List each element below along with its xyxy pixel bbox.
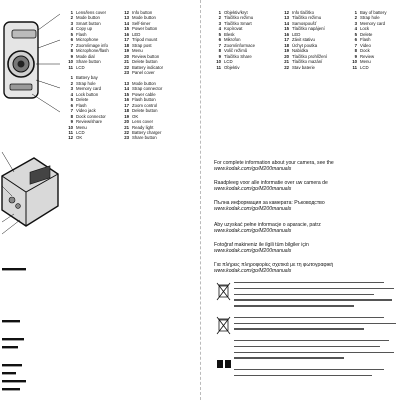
fine-print-line <box>234 340 389 341</box>
item-label: Battery charger <box>132 129 162 135</box>
item-label: Menu <box>76 124 87 130</box>
item-label: Dock connector <box>76 113 106 119</box>
item-label: Video jack <box>76 108 96 114</box>
info-text: Για πλήρεις πληροφορίες σχετικά με τη φωτογραφική <box>214 262 334 268</box>
item-number: 15 <box>284 26 289 32</box>
item-label: Battery indicator <box>132 64 164 70</box>
item-label: Info button <box>132 10 153 15</box>
item-number: 18 <box>124 108 129 114</box>
item-number: 3 <box>218 20 221 26</box>
item-label: Review/share <box>76 119 103 125</box>
item-number: 19 <box>124 48 129 54</box>
item-label: Mode button <box>76 15 100 21</box>
item-label: Share button <box>132 135 157 141</box>
camera-illustrations <box>0 0 64 400</box>
item-number: 8 <box>70 113 73 119</box>
item-label: Bay of battery <box>360 10 387 15</box>
item-label: Lock <box>360 26 370 32</box>
item-number: 13 <box>284 15 289 21</box>
item-number: 2 <box>70 15 73 21</box>
item-number: 16 <box>284 31 289 37</box>
item-number: 4 <box>218 26 221 32</box>
item-label: Tlačítko napájení <box>292 26 325 32</box>
item-label: Panel cover <box>132 69 155 75</box>
item-label: LCD <box>76 129 85 135</box>
item-label: Ready light <box>132 124 154 130</box>
item-label: Menu <box>360 59 371 65</box>
item-number: 17 <box>284 37 289 43</box>
item-label: Menu <box>132 48 143 54</box>
item-number: 11 <box>352 64 357 70</box>
item-label: Delete button <box>132 108 158 114</box>
item-number: 16 <box>124 97 129 103</box>
item-number: 4 <box>354 26 357 32</box>
item-label: Copy up <box>76 26 93 32</box>
item-number: 19 <box>284 48 289 54</box>
item-number: 9 <box>70 119 73 125</box>
item-number: 21 <box>284 59 289 65</box>
item-number: 8 <box>354 48 357 54</box>
item-label: Blesk <box>224 31 235 37</box>
list-item <box>64 135 110 140</box>
item-number: 23 <box>124 135 129 141</box>
item-number: 6 <box>218 37 221 43</box>
item-label: Delete <box>76 97 89 103</box>
item-number: 21 <box>124 59 129 65</box>
item-number: 15 <box>124 91 129 97</box>
fine-print-line <box>234 282 384 283</box>
info-url[interactable]: www.kodak.com/go/M200manuals <box>214 248 292 255</box>
item-label: Flash button <box>132 97 156 103</box>
item-number: 9 <box>70 53 73 59</box>
item-label: Battery bay <box>76 75 98 81</box>
info-text: For complete information about your camera, see the <box>214 160 334 166</box>
info-url[interactable]: www.kodak.com/go/M200manuals <box>214 166 292 173</box>
info-text: Пълна информация за камерата: Ръководство <box>214 200 325 206</box>
item-label: Mode dial <box>76 53 95 59</box>
item-label: Tlačítko prohlížení <box>292 53 328 59</box>
item-label: Lens cover <box>132 119 154 125</box>
fine-print-line <box>234 346 380 347</box>
list-item <box>280 65 338 70</box>
item-number: 5 <box>70 31 73 37</box>
item-label: Memory card <box>360 20 386 26</box>
info-paragraph-1 <box>214 160 400 172</box>
item-number: 4 <box>70 91 73 97</box>
item-number: 1 <box>70 10 73 15</box>
item-number: 22 <box>124 64 129 70</box>
camera-drawing <box>0 0 64 400</box>
item-number: 20 <box>284 53 289 59</box>
fine-print-line <box>234 375 372 376</box>
fine-print-line <box>234 357 344 358</box>
info-paragraph-6 <box>214 262 400 274</box>
item-label: Mode button <box>132 80 156 86</box>
weee-icon <box>217 283 230 300</box>
item-number: 10 <box>68 59 73 65</box>
item-label: LCD <box>76 64 85 70</box>
info-text: Raadpleeg voor alle informatie over uw camera de <box>214 180 328 186</box>
item-label: Delete button <box>132 59 158 65</box>
info-url[interactable]: www.kodak.com/go/M200manuals <box>214 206 292 213</box>
item-label: Lock button <box>76 91 99 97</box>
item-number: 7 <box>218 42 221 48</box>
list-item <box>120 135 166 140</box>
item-label: Flash <box>76 102 87 108</box>
item-label: Zoom/image info <box>76 42 109 48</box>
item-label: Microphone <box>76 37 99 43</box>
item-number: 12 <box>68 135 73 141</box>
weee-icon-2 <box>217 317 230 334</box>
item-number: 11 <box>68 64 73 70</box>
item-number: 5 <box>218 31 221 37</box>
item-number: 20 <box>124 119 129 125</box>
item-number: 2 <box>70 80 73 86</box>
item-label: Stav baterie <box>292 64 315 70</box>
item-number: 7 <box>354 42 357 48</box>
item-number: 20 <box>124 53 129 59</box>
item-number: 1 <box>218 10 221 15</box>
item-label: Tlačítko režimu <box>224 15 254 21</box>
item-label: Nabídka <box>292 48 309 54</box>
item-label: Objektiv <box>224 64 240 70</box>
item-number: 7 <box>70 108 73 114</box>
parts-list-e <box>348 10 400 70</box>
item-label: Strap connector <box>132 86 163 92</box>
item-label: Strap hole <box>360 15 380 21</box>
item-label: Mode button <box>132 15 156 21</box>
fine-print-line <box>234 299 392 300</box>
info-text: Aby uzyskać pełne informacje o aparacie, patrz <box>214 222 321 228</box>
item-number: 3 <box>70 86 73 92</box>
item-number: 9 <box>218 53 221 59</box>
fine-print-line <box>234 352 394 353</box>
fine-print-line <box>234 323 396 324</box>
item-number: 7 <box>70 42 73 48</box>
item-label: Flash <box>360 37 371 43</box>
item-label: Zoom/informace <box>224 42 256 48</box>
item-label: OK <box>132 113 139 119</box>
fine-print-line <box>234 328 364 329</box>
item-label: Tlačítko režimu <box>292 15 322 21</box>
info-paragraph-3 <box>214 200 400 212</box>
item-number: 10 <box>216 59 221 65</box>
item-number: 14 <box>124 86 129 92</box>
item-label: Zoom control <box>132 102 158 108</box>
info-paragraph-5 <box>214 242 400 254</box>
item-label: Self-timer <box>132 20 151 26</box>
item-label: Objektiv/kryt <box>224 10 248 15</box>
item-number: 9 <box>354 53 357 59</box>
item-number: 14 <box>124 20 129 26</box>
item-number: 13 <box>124 15 129 21</box>
item-label: Dock <box>360 48 370 54</box>
item-label: Kopírovat <box>224 26 243 32</box>
info-paragraph-2 <box>214 180 400 192</box>
item-label: Share button <box>76 59 101 65</box>
item-number: 11 <box>216 64 221 70</box>
item-label: Tlačítko Share <box>224 53 252 59</box>
info-url[interactable]: www.kodak.com/go/M200manuals <box>214 228 292 235</box>
item-label: Review button <box>132 53 160 59</box>
item-number: 13 <box>124 80 129 86</box>
fine-print-line <box>234 294 374 295</box>
item-label: Flash <box>76 31 87 37</box>
item-number: 5 <box>354 31 357 37</box>
item-label: Závit stativu <box>292 37 315 43</box>
info-text: Fotoğraf makineniz ile ilgili tüm bilgiler için <box>214 242 309 248</box>
item-number: 23 <box>124 69 129 75</box>
item-number: 3 <box>354 20 357 26</box>
recycling-icons <box>214 278 234 386</box>
fine-print-line <box>234 288 394 289</box>
parts-list-d <box>280 10 338 70</box>
item-number: 6 <box>70 102 73 108</box>
item-label: Memory card <box>76 86 102 92</box>
regulatory-block <box>214 278 400 386</box>
item-label: Microphone/flash <box>76 48 109 54</box>
item-label: LED <box>292 31 301 37</box>
fine-print-line <box>234 305 354 306</box>
item-number: 11 <box>68 129 73 135</box>
item-label: Strap post <box>132 42 152 48</box>
fine-print-line <box>234 317 384 318</box>
item-number: 16 <box>124 31 129 37</box>
item-number: 21 <box>124 124 129 130</box>
item-number: 1 <box>354 10 357 15</box>
item-label: Lens/lens cover <box>76 10 107 15</box>
item-number: 10 <box>352 59 357 65</box>
item-number: 22 <box>284 64 289 70</box>
item-label: Tlačítko mazání <box>292 59 323 65</box>
item-number: 17 <box>124 37 129 43</box>
item-label: OK <box>76 135 83 141</box>
item-label: Delete <box>360 31 373 37</box>
item-label: Mikrofon <box>224 37 241 43</box>
list-item <box>348 65 400 70</box>
parts-list-b <box>120 10 166 141</box>
item-label: Smart button <box>76 20 101 26</box>
item-label: Tlačítko Smart <box>224 20 252 26</box>
item-number: 17 <box>124 102 129 108</box>
item-number: 10 <box>68 124 73 130</box>
info-paragraph-4 <box>214 222 400 234</box>
item-number: 18 <box>284 42 289 48</box>
fold-line <box>200 0 201 400</box>
item-label: Review <box>360 53 375 59</box>
item-number: 15 <box>124 26 129 32</box>
item-label: Samospoušť <box>292 20 317 26</box>
item-label: LCD <box>360 64 369 70</box>
item-number: 2 <box>218 15 221 21</box>
item-number: 5 <box>70 97 73 103</box>
item-label: Tripod mount <box>132 37 158 43</box>
list-item <box>212 65 268 70</box>
item-label: Úchyt poutka <box>292 42 318 48</box>
item-number: 22 <box>124 129 129 135</box>
info-url[interactable]: www.kodak.com/go/M200manuals <box>214 268 292 275</box>
item-label: Info tlačítko <box>292 10 314 15</box>
info-url[interactable]: www.kodak.com/go/M200manuals <box>214 186 292 193</box>
item-number: 6 <box>70 37 73 43</box>
item-label: LCD <box>224 59 233 65</box>
item-number: 14 <box>284 20 289 26</box>
item-label: Power cable <box>132 91 156 97</box>
ce-mark-icon <box>217 360 231 368</box>
item-number: 8 <box>70 48 73 54</box>
item-number: 8 <box>218 48 221 54</box>
item-label: LED <box>132 31 141 37</box>
item-label: Volič režimů <box>224 48 248 54</box>
item-number: 12 <box>284 10 289 15</box>
item-number: 3 <box>70 20 73 26</box>
item-number: 18 <box>124 42 129 48</box>
item-label: Power button <box>132 26 158 32</box>
parts-list-a <box>64 10 110 141</box>
parts-list-c <box>212 10 268 70</box>
item-number: 12 <box>124 10 129 15</box>
item-number: 6 <box>354 37 357 43</box>
item-number: 1 <box>70 75 73 81</box>
item-label: Strap hole <box>76 80 96 86</box>
item-number: 19 <box>124 113 129 119</box>
fine-print-line <box>234 369 384 370</box>
item-label: Video <box>360 42 371 48</box>
item-number: 2 <box>354 15 357 21</box>
item-number: 4 <box>70 26 73 32</box>
